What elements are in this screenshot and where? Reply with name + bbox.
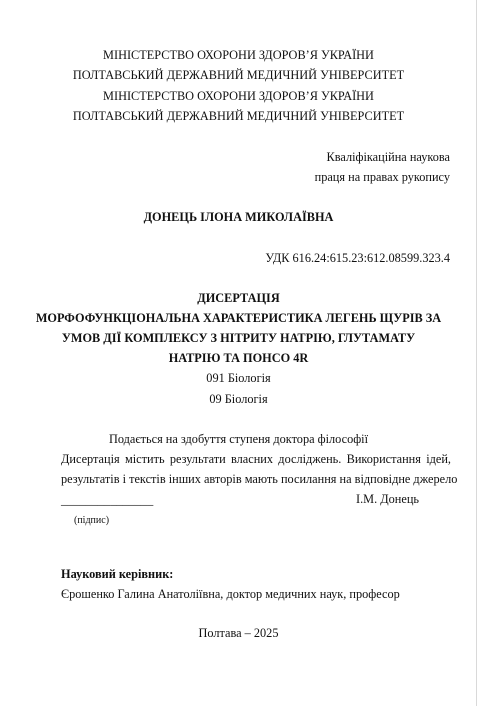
document-type-label: ДИСЕРТАЦІЯ xyxy=(197,291,280,305)
thesis-title-line-2: УМОВ ДІЇ КОМПЛЕКСУ З НІТРИТУ НАТРІЮ, ГЛУТАМАТУ xyxy=(61,331,416,345)
signature-caption: (підпис) xyxy=(74,515,110,526)
thesis-title-line-1: МОРФОФУНКЦІОНАЛЬНА ХАРАКТЕРИСТИКА ЛЕГЕНЬ ЩУРІВ ЗА xyxy=(35,311,442,325)
thesis-title-line-3: НАТРІЮ ТА ПОНСО 4R xyxy=(168,351,309,365)
manuscript-status-line-2: праця на правах рукопису xyxy=(314,170,450,184)
udc-code: УДК 616.24:615.23:612.08599.323.4 xyxy=(265,251,450,265)
originality-declaration-line-2: результатів і текстів інших авторів мають посилання на відповідне джерело xyxy=(61,472,458,486)
university-heading-repeat: ПОЛТАВСЬКИЙ ДЕРЖАВНИЙ МЕДИЧНИЙ УНІВЕРСИТЕТ xyxy=(72,109,405,123)
university-heading: ПОЛТАВСЬКИЙ ДЕРЖАВНИЙ МЕДИЧНИЙ УНІВЕРСИТЕТ xyxy=(72,68,405,82)
field-of-knowledge: 09 Біологія xyxy=(209,392,268,406)
specialty-code: 091 Біологія xyxy=(206,371,271,385)
supervisor-name: Єрошенко Галина Анатоліївна, доктор медичних наук, професор xyxy=(61,587,400,601)
signer-name: І.М. Донець xyxy=(356,492,420,506)
author-name: ДОНЕЦЬ ІЛОНА МИКОЛАЇВНА xyxy=(143,210,334,224)
ministry-heading-repeat: МІНІСТЕРСТВО ОХОРОНИ ЗДОРОВ’Я УКРАЇНИ xyxy=(103,89,374,103)
ministry-heading: МІНІСТЕРСТВО ОХОРОНИ ЗДОРОВ’Я УКРАЇНИ xyxy=(103,48,374,62)
city-and-year: Полтава – 2025 xyxy=(198,626,279,640)
degree-submission-statement: Подається на здобуття ступеня доктора філософії xyxy=(108,432,369,446)
signature-line: _______________ xyxy=(61,493,154,507)
supervisor-label: Науковий керівник: xyxy=(61,567,174,581)
originality-declaration-line-1: Дисертація містить результати власних досліджень. Використання ідей, xyxy=(61,452,451,466)
manuscript-status-line-1: Кваліфікаційна наукова xyxy=(326,150,450,164)
